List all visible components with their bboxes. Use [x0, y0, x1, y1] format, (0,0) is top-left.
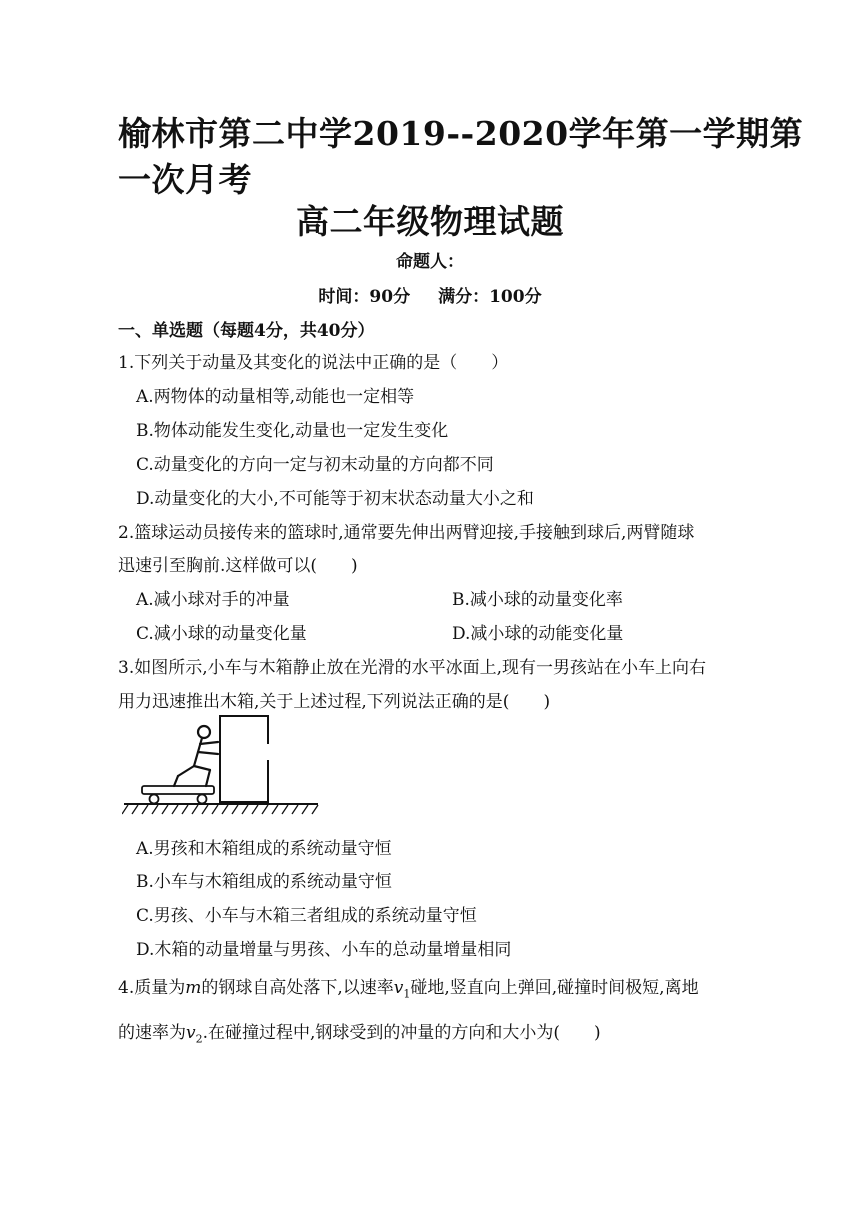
q4-text-2: 的钢球自高处落下,以速率 — [201, 978, 394, 998]
time-label: 时间：90分 — [318, 287, 411, 307]
q1-option-a: A.两物体的动量相等,动能也一定相等 — [136, 387, 415, 407]
q4-text-5: .在碰撞过程中,钢球受到的冲量的方向和大小为( ) — [202, 1023, 601, 1043]
q4-text-4: 的速率为 — [118, 1023, 186, 1043]
q2-option-d: D.减小球的动能变化量 — [452, 624, 624, 644]
boy-figure — [174, 726, 218, 786]
subject-title: 高二年级物理试题 — [296, 202, 564, 241]
q2-option-a: A.减小球对手的冲量 — [136, 590, 290, 610]
var-v1-letter: v — [393, 978, 404, 998]
cart-body — [142, 786, 214, 794]
exam-title-line2: 一次月考 — [118, 160, 252, 199]
q1-option-c: C.动量变化的方向一定与初末动量的方向都不同 — [136, 455, 494, 475]
cart-wheel-left — [150, 795, 159, 804]
q2-stem-line2: 迅速引至胸前.这样做可以( ) — [118, 556, 358, 576]
q1-option-b: B.物体动能发生变化,动量也一定发生变化 — [136, 421, 449, 441]
score-label: 满分：100分 — [438, 287, 542, 307]
var-v1 — [393, 978, 411, 1001]
q4-text-1: 4.质量为 — [118, 978, 186, 998]
q4-stem-line1 — [118, 973, 699, 1000]
var-m: m — [185, 978, 202, 998]
q3-option-a: A.男孩和木箱组成的系统动量守恒 — [136, 839, 392, 859]
q3-option-d: D.木箱的动量增量与男孩、小车的总动量增量相同 — [136, 940, 512, 960]
var-v2 — [186, 1023, 203, 1046]
q4-text-3: 碰地,竖直向上弹回,碰撞时间极短,离地 — [410, 978, 699, 998]
exam-title-line1: 榆林市第二中学2019--2020学年第一学期第 — [118, 114, 804, 153]
author-line: 命题人： — [396, 252, 464, 272]
q4-stem-line2 — [118, 1018, 601, 1045]
q2-option-c: C.减小球的动量变化量 — [136, 624, 307, 644]
var-v2-subscript: 2 — [195, 1032, 203, 1046]
cart-wheel-right — [198, 795, 207, 804]
q3-option-c: C.男孩、小车与木箱三者组成的系统动量守恒 — [136, 906, 477, 926]
q3-stem-line2: 用力迅速推出木箱,关于上述过程,下列说法正确的是( ) — [118, 692, 551, 712]
time-score-line — [0, 282, 860, 307]
var-v2-letter: v — [186, 1023, 196, 1043]
section-heading: 一、单选题（每题4分，共40分） — [118, 321, 375, 341]
q2-stem-line1: 2.篮球运动员接传来的篮球时,通常要先伸出两臂迎接,手接触到球后,两臂随球 — [118, 523, 695, 543]
boy-cart-box-figure — [122, 714, 322, 822]
wooden-box — [220, 716, 268, 802]
q2-option-b: B.减小球的动量变化率 — [452, 590, 623, 610]
ground-hatching — [122, 805, 318, 814]
q3-option-b: B.小车与木箱组成的系统动量守恒 — [136, 872, 392, 892]
q3-stem-line1: 3.如图所示,小车与木箱静止放在光滑的水平冰面上,现有一男孩站在小车上向右 — [118, 658, 707, 678]
var-v1-subscript: 1 — [403, 987, 411, 1001]
q1-option-d: D.动量变化的大小,不可能等于初末状态动量大小之和 — [136, 489, 534, 509]
q1-stem: 1.下列关于动量及其变化的说法中正确的是（ ） — [118, 353, 509, 373]
